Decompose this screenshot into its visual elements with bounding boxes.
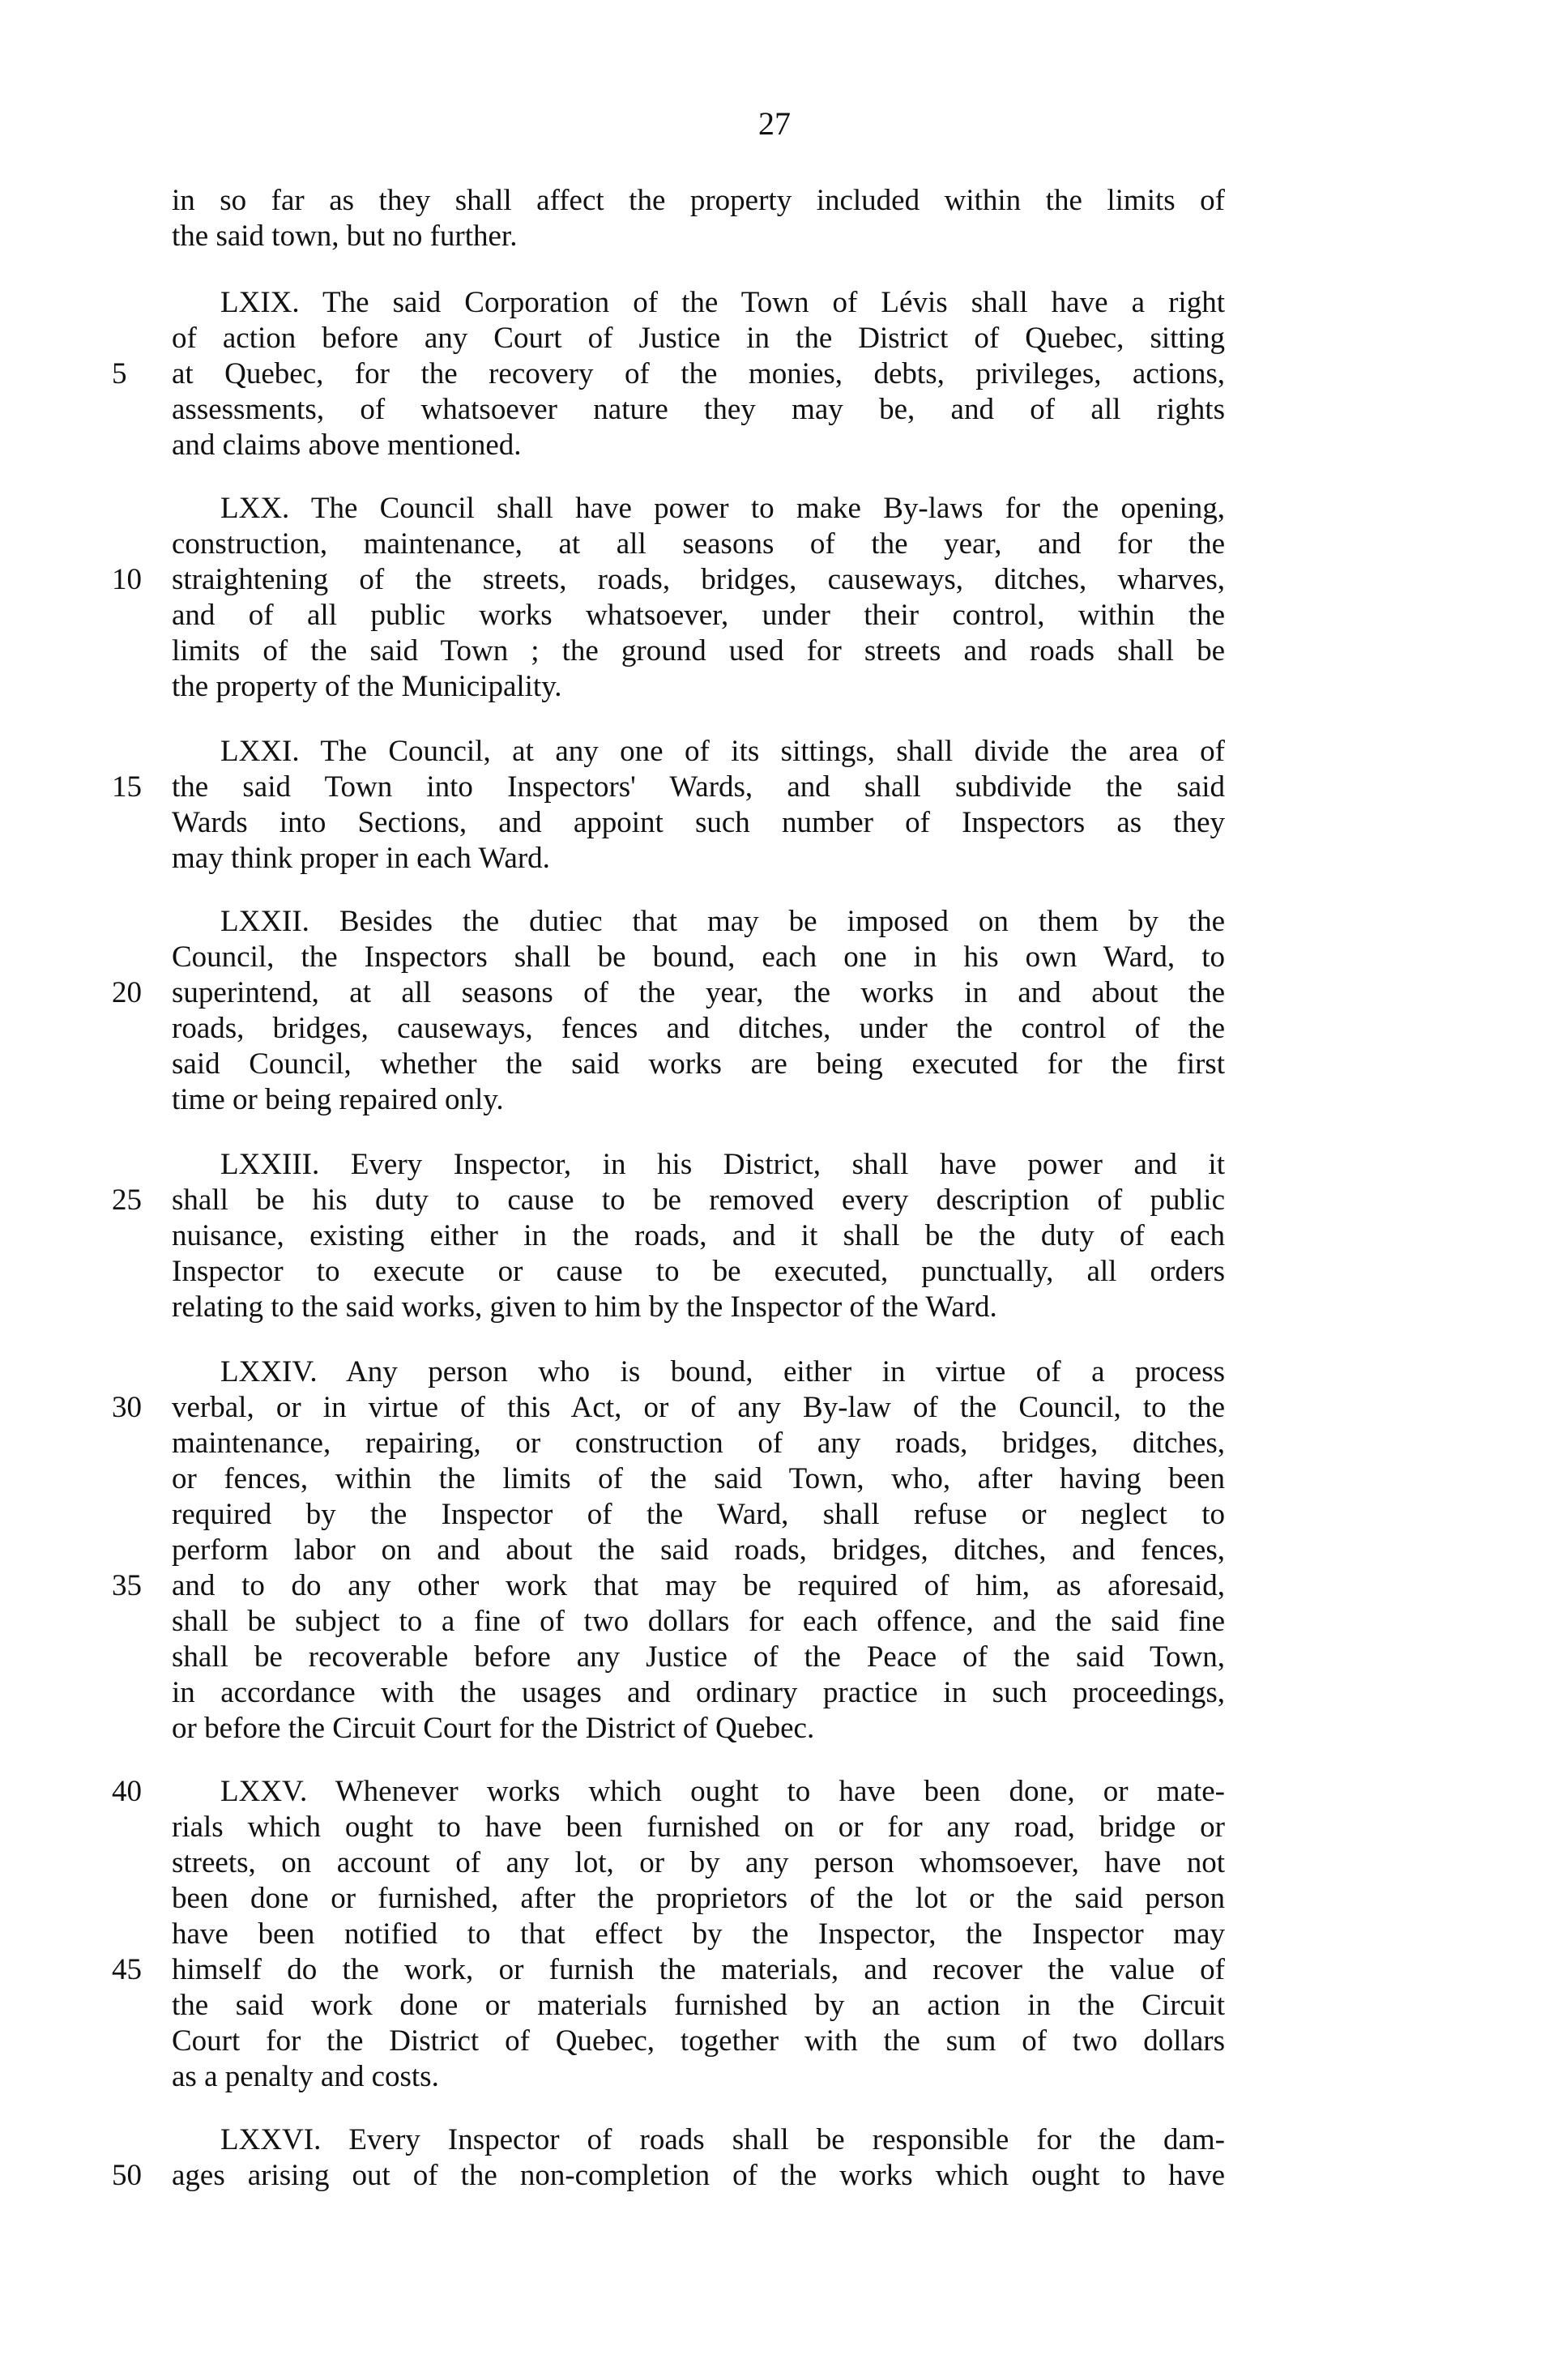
section-lxxiii-heading-line: LXXIII. Every Inspector, in his District, shall have power and it: [220, 1148, 1225, 1181]
text-line: perform labor on and about the said roads, bridges, ditches, and fences,: [172, 1533, 1225, 1567]
text-line: the said work done or materials furnished by an action in the Circuit: [172, 1989, 1225, 2022]
text-line: Court for the District of Quebec, together with the sum of two dollars: [172, 2024, 1225, 2058]
text-line: roads, bridges, causeways, fences and ditches, under the control of the: [172, 1012, 1225, 1045]
text-line: and to do any other work that may be required of him, as aforesaid,: [172, 1569, 1225, 1602]
text-line: the said Town into Inspectors' Wards, and shall subdivide the said: [172, 770, 1225, 804]
text-line: shall be recoverable before any Justice of the Peace of the said Town,: [172, 1640, 1225, 1674]
text-line: shall be his duty to cause to be removed every description of public: [172, 1184, 1225, 1217]
margin-line-number: 35: [112, 1569, 142, 1602]
text-line: verbal, or in virtue of this Act, or of any By-law of the Council, to the: [172, 1391, 1225, 1424]
text-line: been done or furnished, after the proprietors of the lot or the said person: [172, 1882, 1225, 1915]
text-line: Council, the Inspectors shall be bound, each one in his own Ward, to: [172, 940, 1225, 974]
section-lxxvi-heading-line: LXXVI. Every Inspector of roads shall be responsible for the dam-: [220, 2123, 1225, 2156]
text-line: required by the Inspector of the Ward, shall refuse or neglect to: [172, 1498, 1225, 1531]
text-line: in accordance with the usages and ordinary practice in such proceedings,: [172, 1676, 1225, 1709]
text-line: nuisance, existing either in the roads, and it shall be the duty of each: [172, 1219, 1225, 1252]
text-line: assessments, of whatsoever nature they may be, and of all rights: [172, 393, 1225, 426]
text-line: himself do the work, or furnish the materials, and recover the value of: [172, 1953, 1225, 1986]
margin-line-number: 20: [112, 976, 142, 1009]
text-line: and of all public works whatsoever, under their control, within the: [172, 599, 1225, 632]
text-line: streets, on account of any lot, or by any person whomsoever, have not: [172, 1846, 1225, 1879]
section-lxxi-heading-line: LXXI. The Council, at any one of its sittings, shall divide the area of: [220, 735, 1225, 768]
margin-line-number: 50: [112, 2159, 142, 2192]
page-number: 27: [758, 105, 791, 142]
text-line: in so far as they shall affect the property included within the limits of: [172, 184, 1225, 217]
text-line: rials which ought to have been furnished on or for any road, bridge or: [172, 1811, 1225, 1844]
text-line: shall be subject to a fine of two dollars for each offence, and the said fine: [172, 1605, 1225, 1638]
text-line: as a penalty and costs.: [172, 2060, 439, 2093]
section-lxxv-heading-line: LXXV. Whenever works which ought to have been done, or mate-: [220, 1775, 1225, 1808]
text-line: may think proper in each Ward.: [172, 842, 550, 875]
section-lxxiv-heading-line: LXXIV. Any person who is bound, either in virtue of a process: [220, 1355, 1225, 1388]
text-line: said Council, whether the said works are being executed for the first: [172, 1047, 1225, 1081]
text-line: the said town, but no further.: [172, 220, 518, 253]
text-line: superintend, at all seasons of the year, the works in and about the: [172, 976, 1225, 1009]
text-line: or fences, within the limits of the said Town, who, after having been: [172, 1462, 1225, 1495]
margin-line-number: 45: [112, 1953, 142, 1986]
text-line: time or being repaired only.: [172, 1083, 504, 1116]
text-line: Wards into Sections, and appoint such number of Inspectors as they: [172, 806, 1225, 839]
text-line: Inspector to execute or cause to be executed, punctually, all orders: [172, 1255, 1225, 1288]
text-line: construction, maintenance, at all seasons of the year, and for the: [172, 527, 1225, 561]
section-lxix-heading-line: LXIX. The said Corporation of the Town of Lévis shall have a right: [220, 286, 1225, 319]
text-line: have been notified to that effect by the Inspector, the Inspector may: [172, 1917, 1225, 1951]
margin-line-number: 30: [112, 1391, 142, 1424]
text-line: straightening of the streets, roads, bridges, causeways, ditches, wharves,: [172, 563, 1225, 596]
margin-line-number: 15: [112, 770, 142, 804]
text-line: maintenance, repairing, or construction of any roads, bridges, ditches,: [172, 1427, 1225, 1460]
margin-line-number: 40: [112, 1775, 142, 1808]
text-line: relating to the said works, given to him by the Inspector of the Ward.: [172, 1290, 997, 1324]
section-lxx-heading-line: LXX. The Council shall have power to make By-laws for the opening,: [220, 492, 1225, 525]
text-line: the property of the Municipality.: [172, 670, 562, 703]
text-line: of action before any Court of Justice in the District of Quebec, sitting: [172, 322, 1225, 355]
text-line: at Quebec, for the recovery of the monies, debts, privileges, actions,: [172, 357, 1225, 390]
text-line: ages arising out of the non-completion of the works which ought to have: [172, 2159, 1225, 2192]
text-line: or before the Circuit Court for the District of Quebec.: [172, 1712, 815, 1745]
margin-line-number: 5: [112, 357, 127, 390]
margin-line-number: 25: [112, 1184, 142, 1217]
text-line: and claims above mentioned.: [172, 429, 522, 462]
text-line: limits of the said Town ; the ground used for streets and roads shall be: [172, 634, 1225, 668]
margin-line-number: 10: [112, 563, 142, 596]
section-lxxii-heading-line: LXXII. Besides the dutiec that may be imposed on them by the: [220, 905, 1225, 938]
